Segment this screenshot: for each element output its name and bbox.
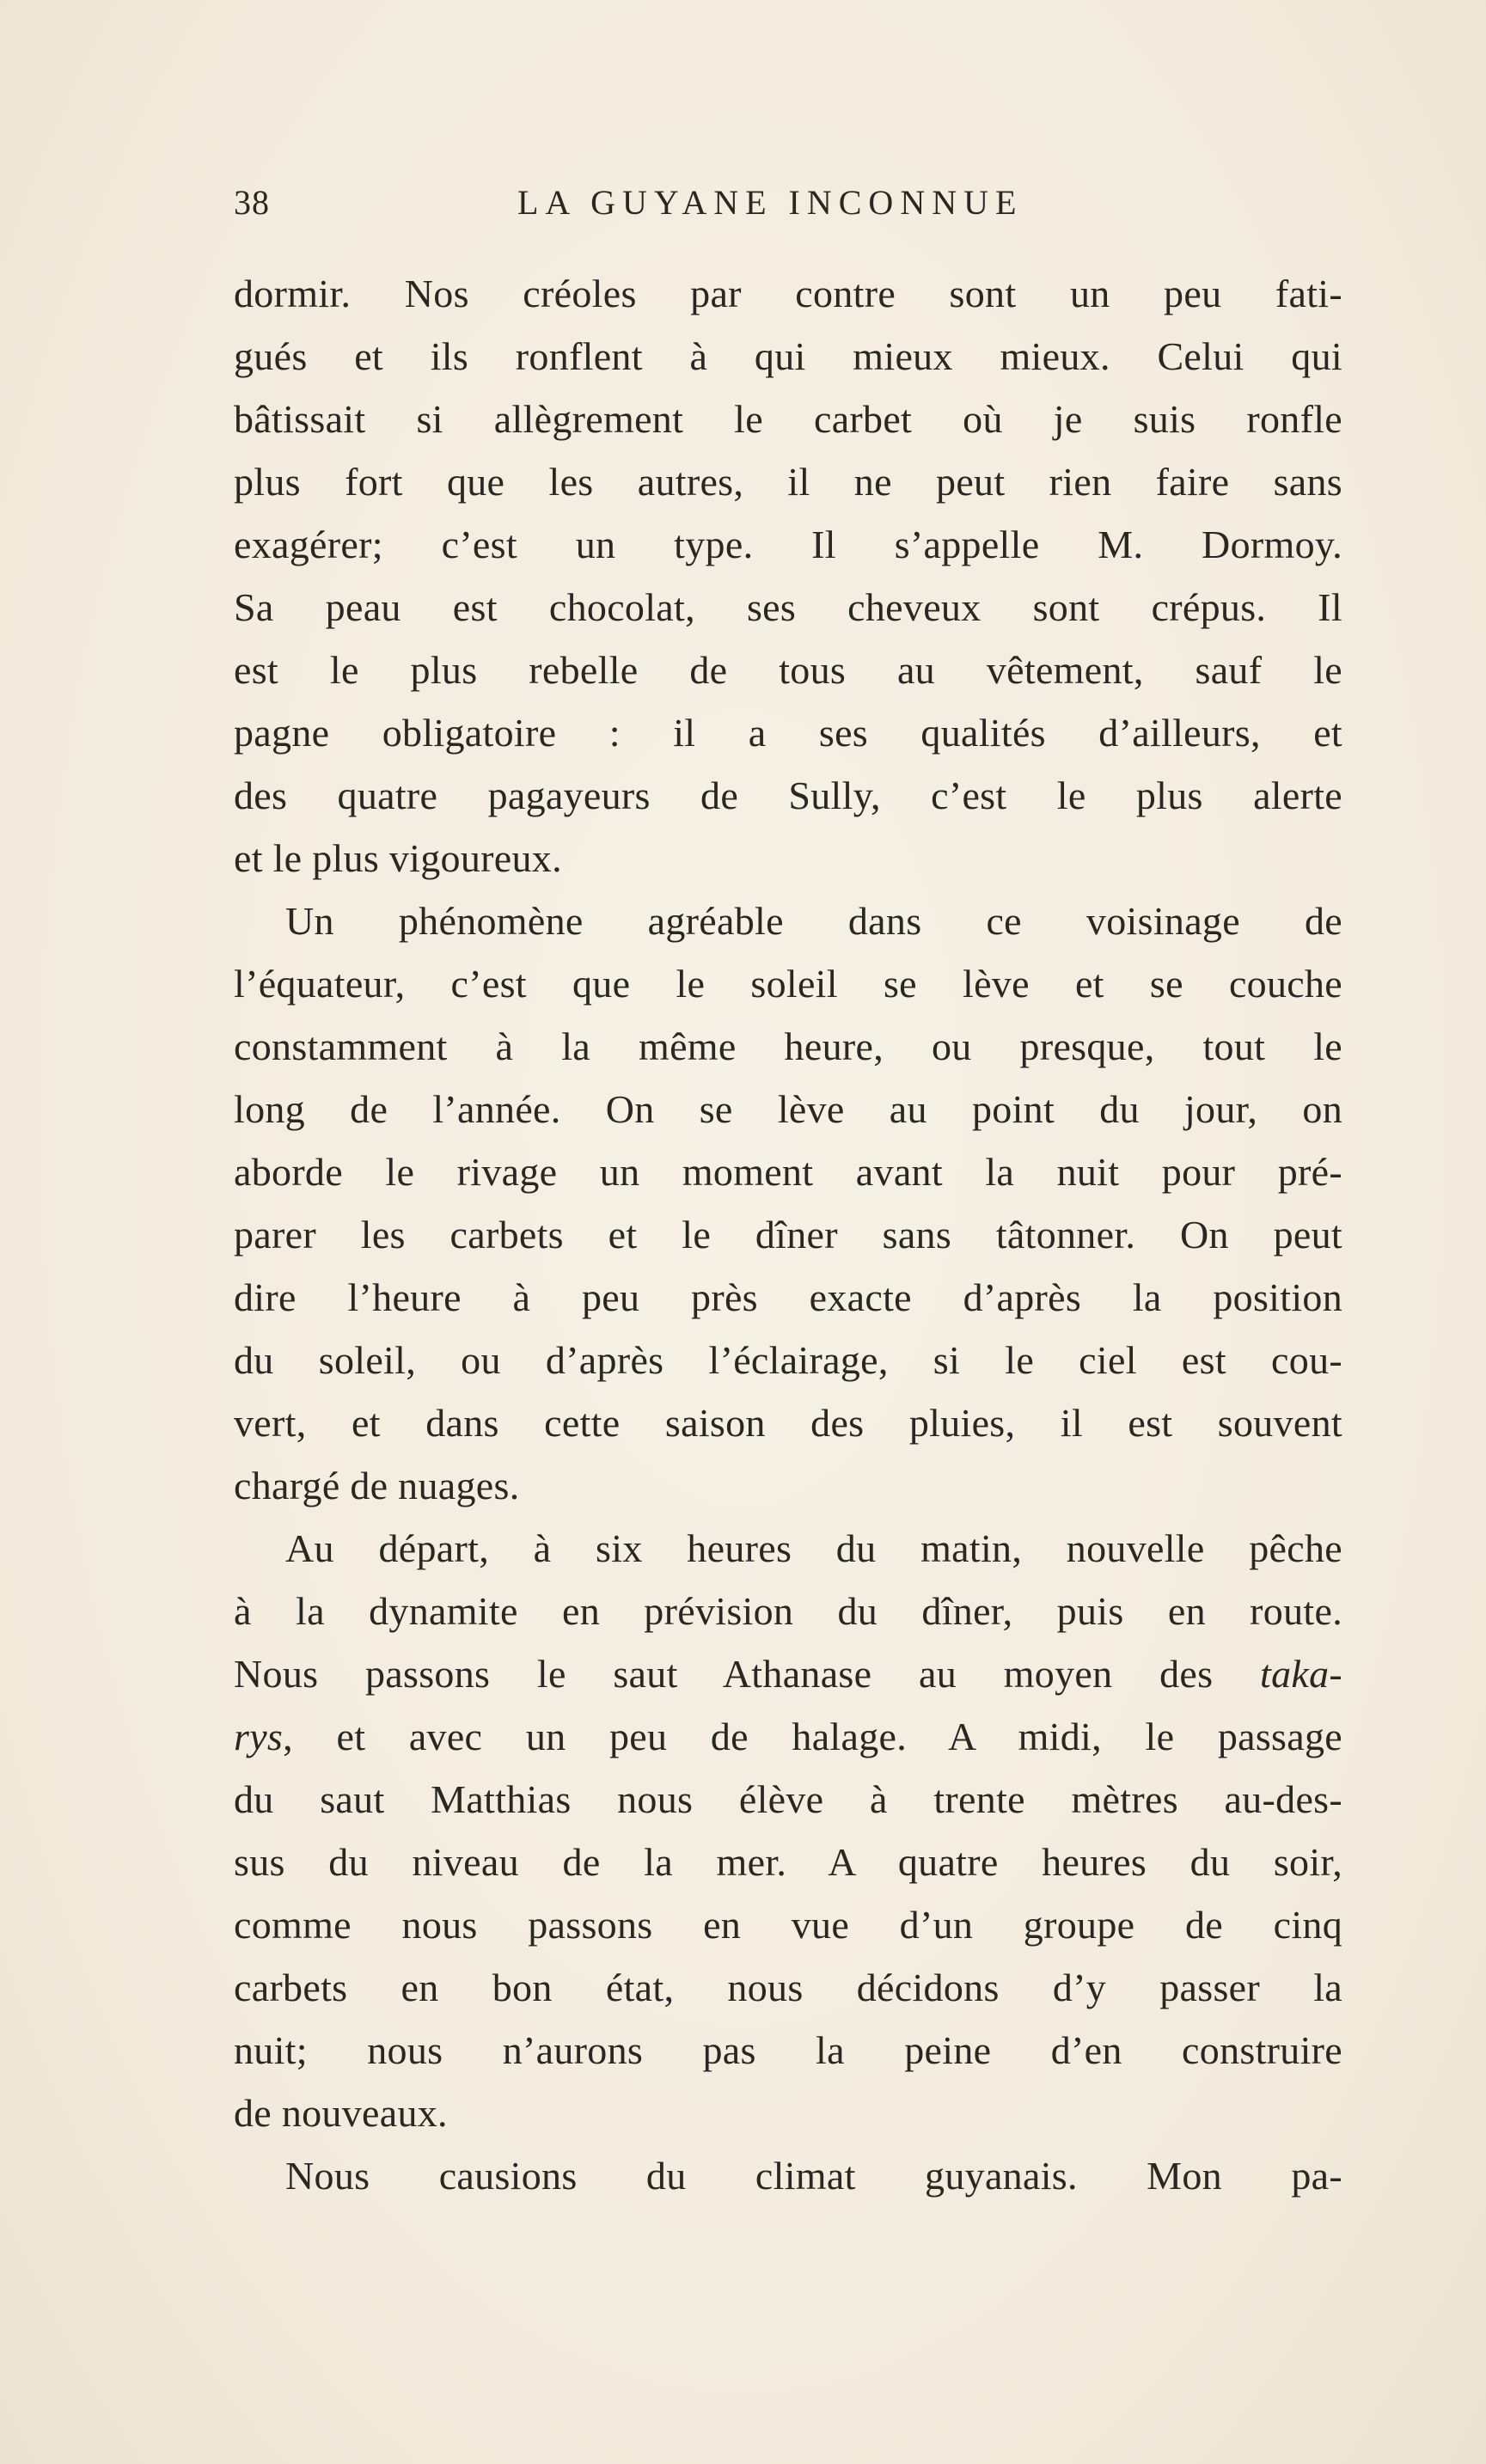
text-line: parer les carbets et le dîner sans tâtonner. On peut <box>234 1213 1342 1256</box>
text-line <box>234 1642 1342 1705</box>
text-line: long de l’année. On se lève au point du jour, on <box>234 1087 1342 1131</box>
italic-word: taka- <box>1259 1652 1342 1696</box>
paragraph-start-line: Au départ, à six heures du matin, nouvelle pêche <box>285 1526 1342 1570</box>
text-segment: , et avec un peu de halage. A midi, le passage <box>283 1715 1342 1758</box>
text-line: aborde le rivage un moment avant la nuit pour pré- <box>234 1150 1342 1194</box>
text-line: du soleil, ou d’après l’éclairage, si le ciel est cou- <box>234 1338 1342 1382</box>
text-line: chargé de nuages. <box>234 1464 520 1507</box>
text-line: est le plus rebelle de tous au vêtement, sauf le <box>234 648 1342 692</box>
text-line: plus fort que les autres, il ne peut rien faire sans <box>234 460 1342 504</box>
text-line: sus du niveau de la mer. A quatre heures du soir, <box>234 1840 1342 1884</box>
paragraph-start-line: Un phénomène agréable dans ce voisinage de <box>285 899 1342 943</box>
text-line: bâtissait si allègrement le carbet où je suis ronfle <box>234 397 1342 441</box>
text-line: constamment à la même heure, ou presque, tout le <box>234 1024 1342 1068</box>
text-line: carbets en bon état, nous décidons d’y passer la <box>234 1966 1342 2009</box>
italic-word: rys <box>234 1715 284 1758</box>
text-line: dormir. Nos créoles par contre sont un peu fati- <box>234 272 1342 315</box>
text-line: vert, et dans cette saison des pluies, il est souvent <box>234 1401 1342 1445</box>
text-line: des quatre pagayeurs de Sully, c’est le plus alerte <box>234 773 1342 817</box>
text-segment: Nous passons le saut Athanase au moyen des <box>234 1652 1214 1696</box>
page-header <box>234 182 1351 234</box>
text-line: exagérer; c’est un type. Il s’appelle M. Dormoy. <box>234 523 1342 566</box>
text-line: comme nous passons en vue d’un groupe de cinq <box>234 1903 1342 1947</box>
text-line: du saut Matthias nous élève à trente mètres au-des- <box>234 1777 1342 1821</box>
text-line: dire l’heure à peu près exacte d’après la position <box>234 1275 1342 1319</box>
text-line: Sa peau est chocolat, ses cheveux sont crépus. Il <box>234 585 1342 629</box>
text-line: gués et ils ronflent à qui mieux mieux. Celui qui <box>234 334 1342 378</box>
text-line: nuit; nous n’aurons pas la peine d’en construire <box>234 2028 1342 2072</box>
paragraph-start-line: Nous causions du climat guyanais. Mon pa- <box>285 2154 1342 2198</box>
text-line: de nouveaux. <box>234 2091 448 2135</box>
text-line: l’équateur, c’est que le soleil se lève et se couche <box>234 962 1342 1006</box>
text-line: pagne obligatoire : il a ses qualités d’ailleurs, et <box>234 711 1342 755</box>
running-title: LA GUYANE INCONNUE <box>517 183 1024 222</box>
body-text <box>234 262 1342 2198</box>
text-line <box>234 1705 1342 1768</box>
text-line: à la dynamite en prévision du dîner, puis en route. <box>234 1589 1342 1633</box>
page-number: 38 <box>234 183 270 222</box>
text-line: et le plus vigoureux. <box>234 836 562 880</box>
